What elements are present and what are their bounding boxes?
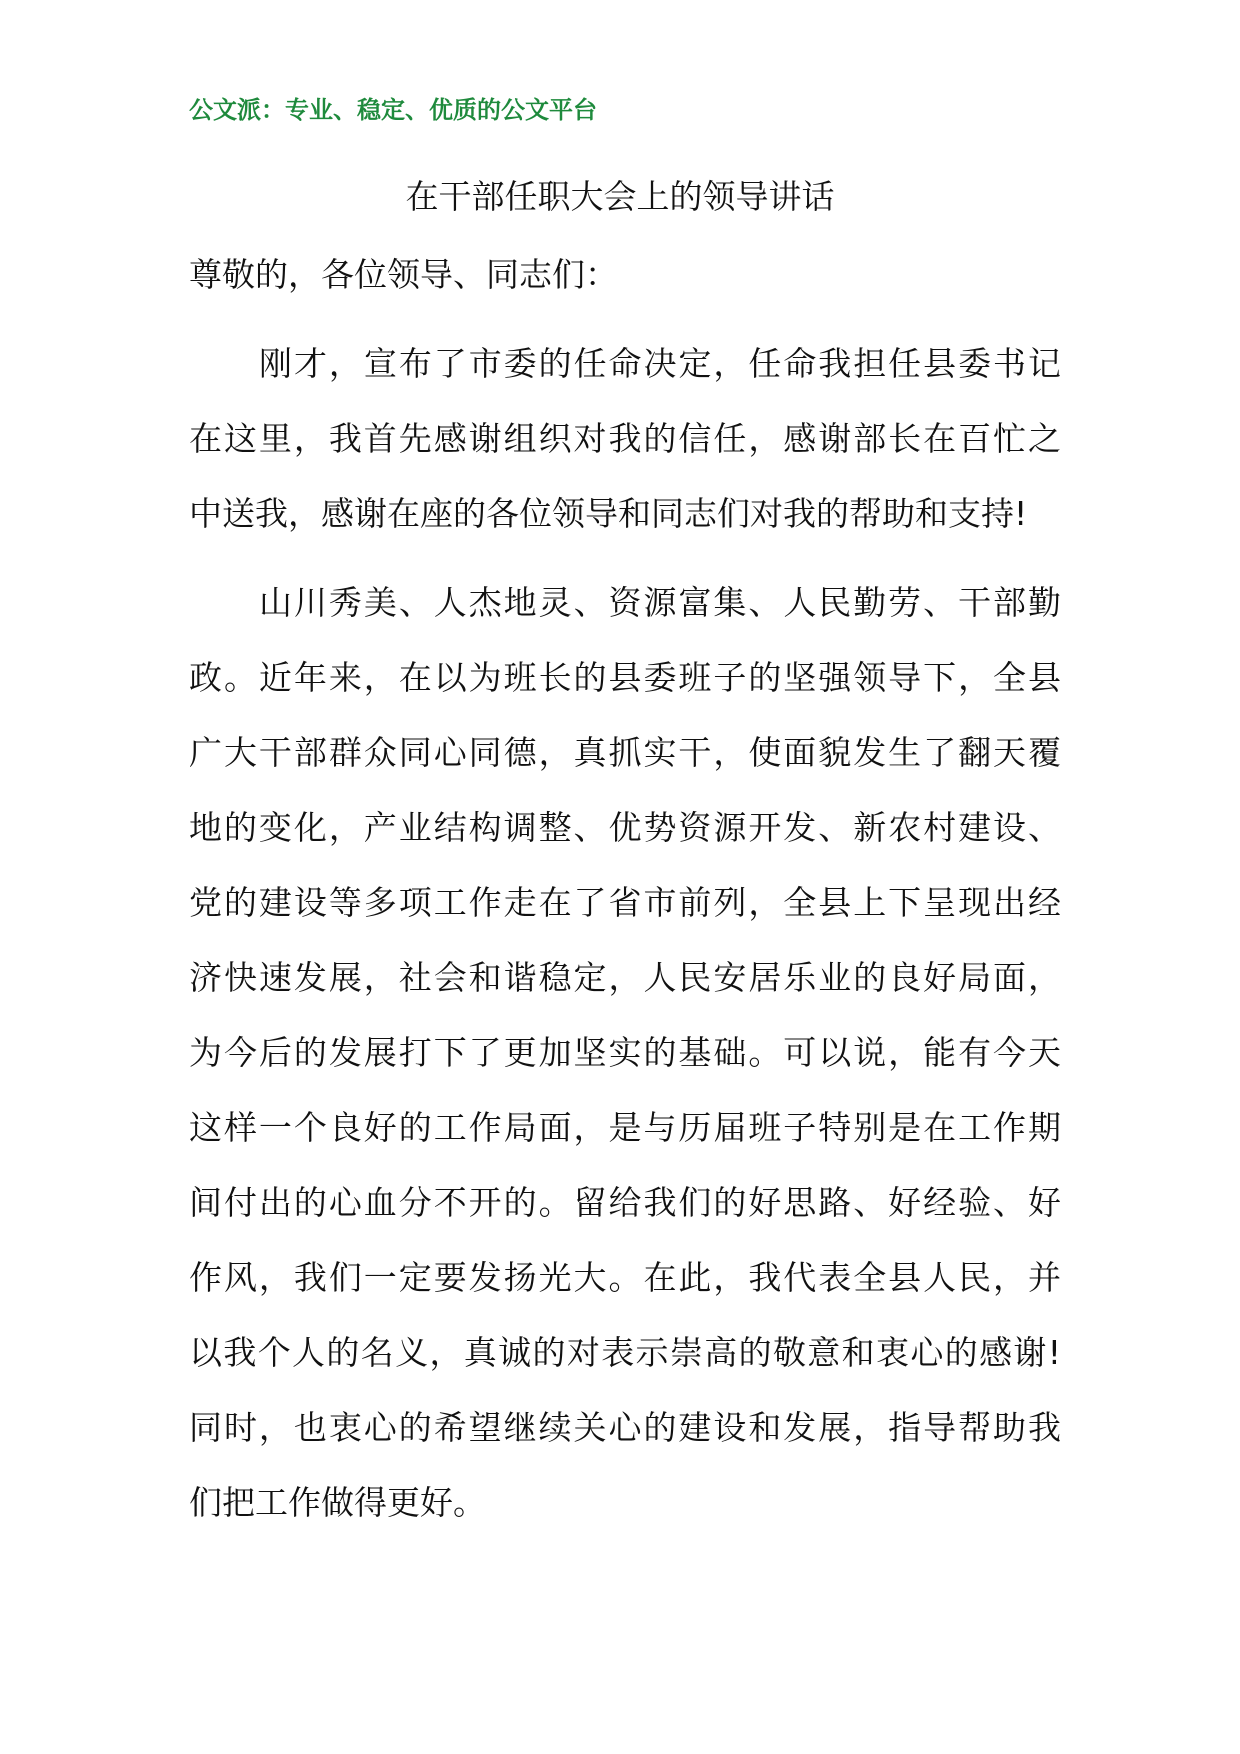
paragraph-line: 广大干部群众同心同德，真抓实干，使面貌发生了翻天覆 (189, 733, 1061, 772)
paragraph-line: 为今后的发展打下了更加坚实的基础。可以说，能有今天 (189, 1033, 1061, 1072)
paragraph-line: 作风，我们一定要发扬光大。在此，我代表全县人民，并 (189, 1258, 1061, 1297)
paragraph-line: 党的建设等多项工作走在了省市前列，全县上下呈现出经 (189, 883, 1061, 922)
paragraph-line: 济快速发展，社会和谐稳定，人民安居乐业的良好局面， (189, 958, 1061, 997)
paragraph-line: 间付出的心血分不开的。留给我们的好思路、好经验、好 (189, 1183, 1061, 1222)
paragraph-line: 同时，也衷心的希望继续关心的建设和发展，指导帮助我 (189, 1408, 1061, 1447)
paragraph-line: 政。近年来，在以为班长的县委班子的坚强领导下，全县 (189, 658, 1061, 697)
paragraph-gap (189, 551, 1061, 565)
paragraph-gap (189, 312, 1061, 326)
paragraph-line: 山川秀美、人杰地灵、资源富集、人民勤劳、干部勤 (259, 583, 1061, 622)
paragraph-line: 刚才，宣布了市委的任命决定，任命我担任县委书记 (259, 344, 1061, 383)
paragraph-2 (189, 565, 1061, 1540)
document-body (189, 237, 1061, 1540)
paragraph-line: 地的变化，产业结构调整、优势资源开发、新农村建设、 (189, 808, 1061, 847)
paragraph-line: 中送我，感谢在座的各位领导和同志们对我的帮助和支持! (189, 494, 1028, 533)
paragraph-line: 这样一个良好的工作局面，是与历届班子特别是在工作期 (189, 1108, 1061, 1147)
paragraph-line: 们把工作做得更好。 (189, 1483, 486, 1522)
salutation: 尊敬的，各位领导、同志们： (189, 255, 618, 294)
paragraph-1 (189, 326, 1061, 551)
platform-slogan: 公文派：专业、稳定、优质的公文平台 (189, 96, 597, 124)
paragraph-line: 在这里，我首先感谢组织对我的信任，感谢部长在百忙之 (189, 419, 1061, 458)
paragraph-line: 以我个人的名义，真诚的对表示崇高的敬意和衷心的感谢! (189, 1333, 1061, 1372)
document-title: 在干部任职大会上的领导讲话 (405, 177, 835, 216)
